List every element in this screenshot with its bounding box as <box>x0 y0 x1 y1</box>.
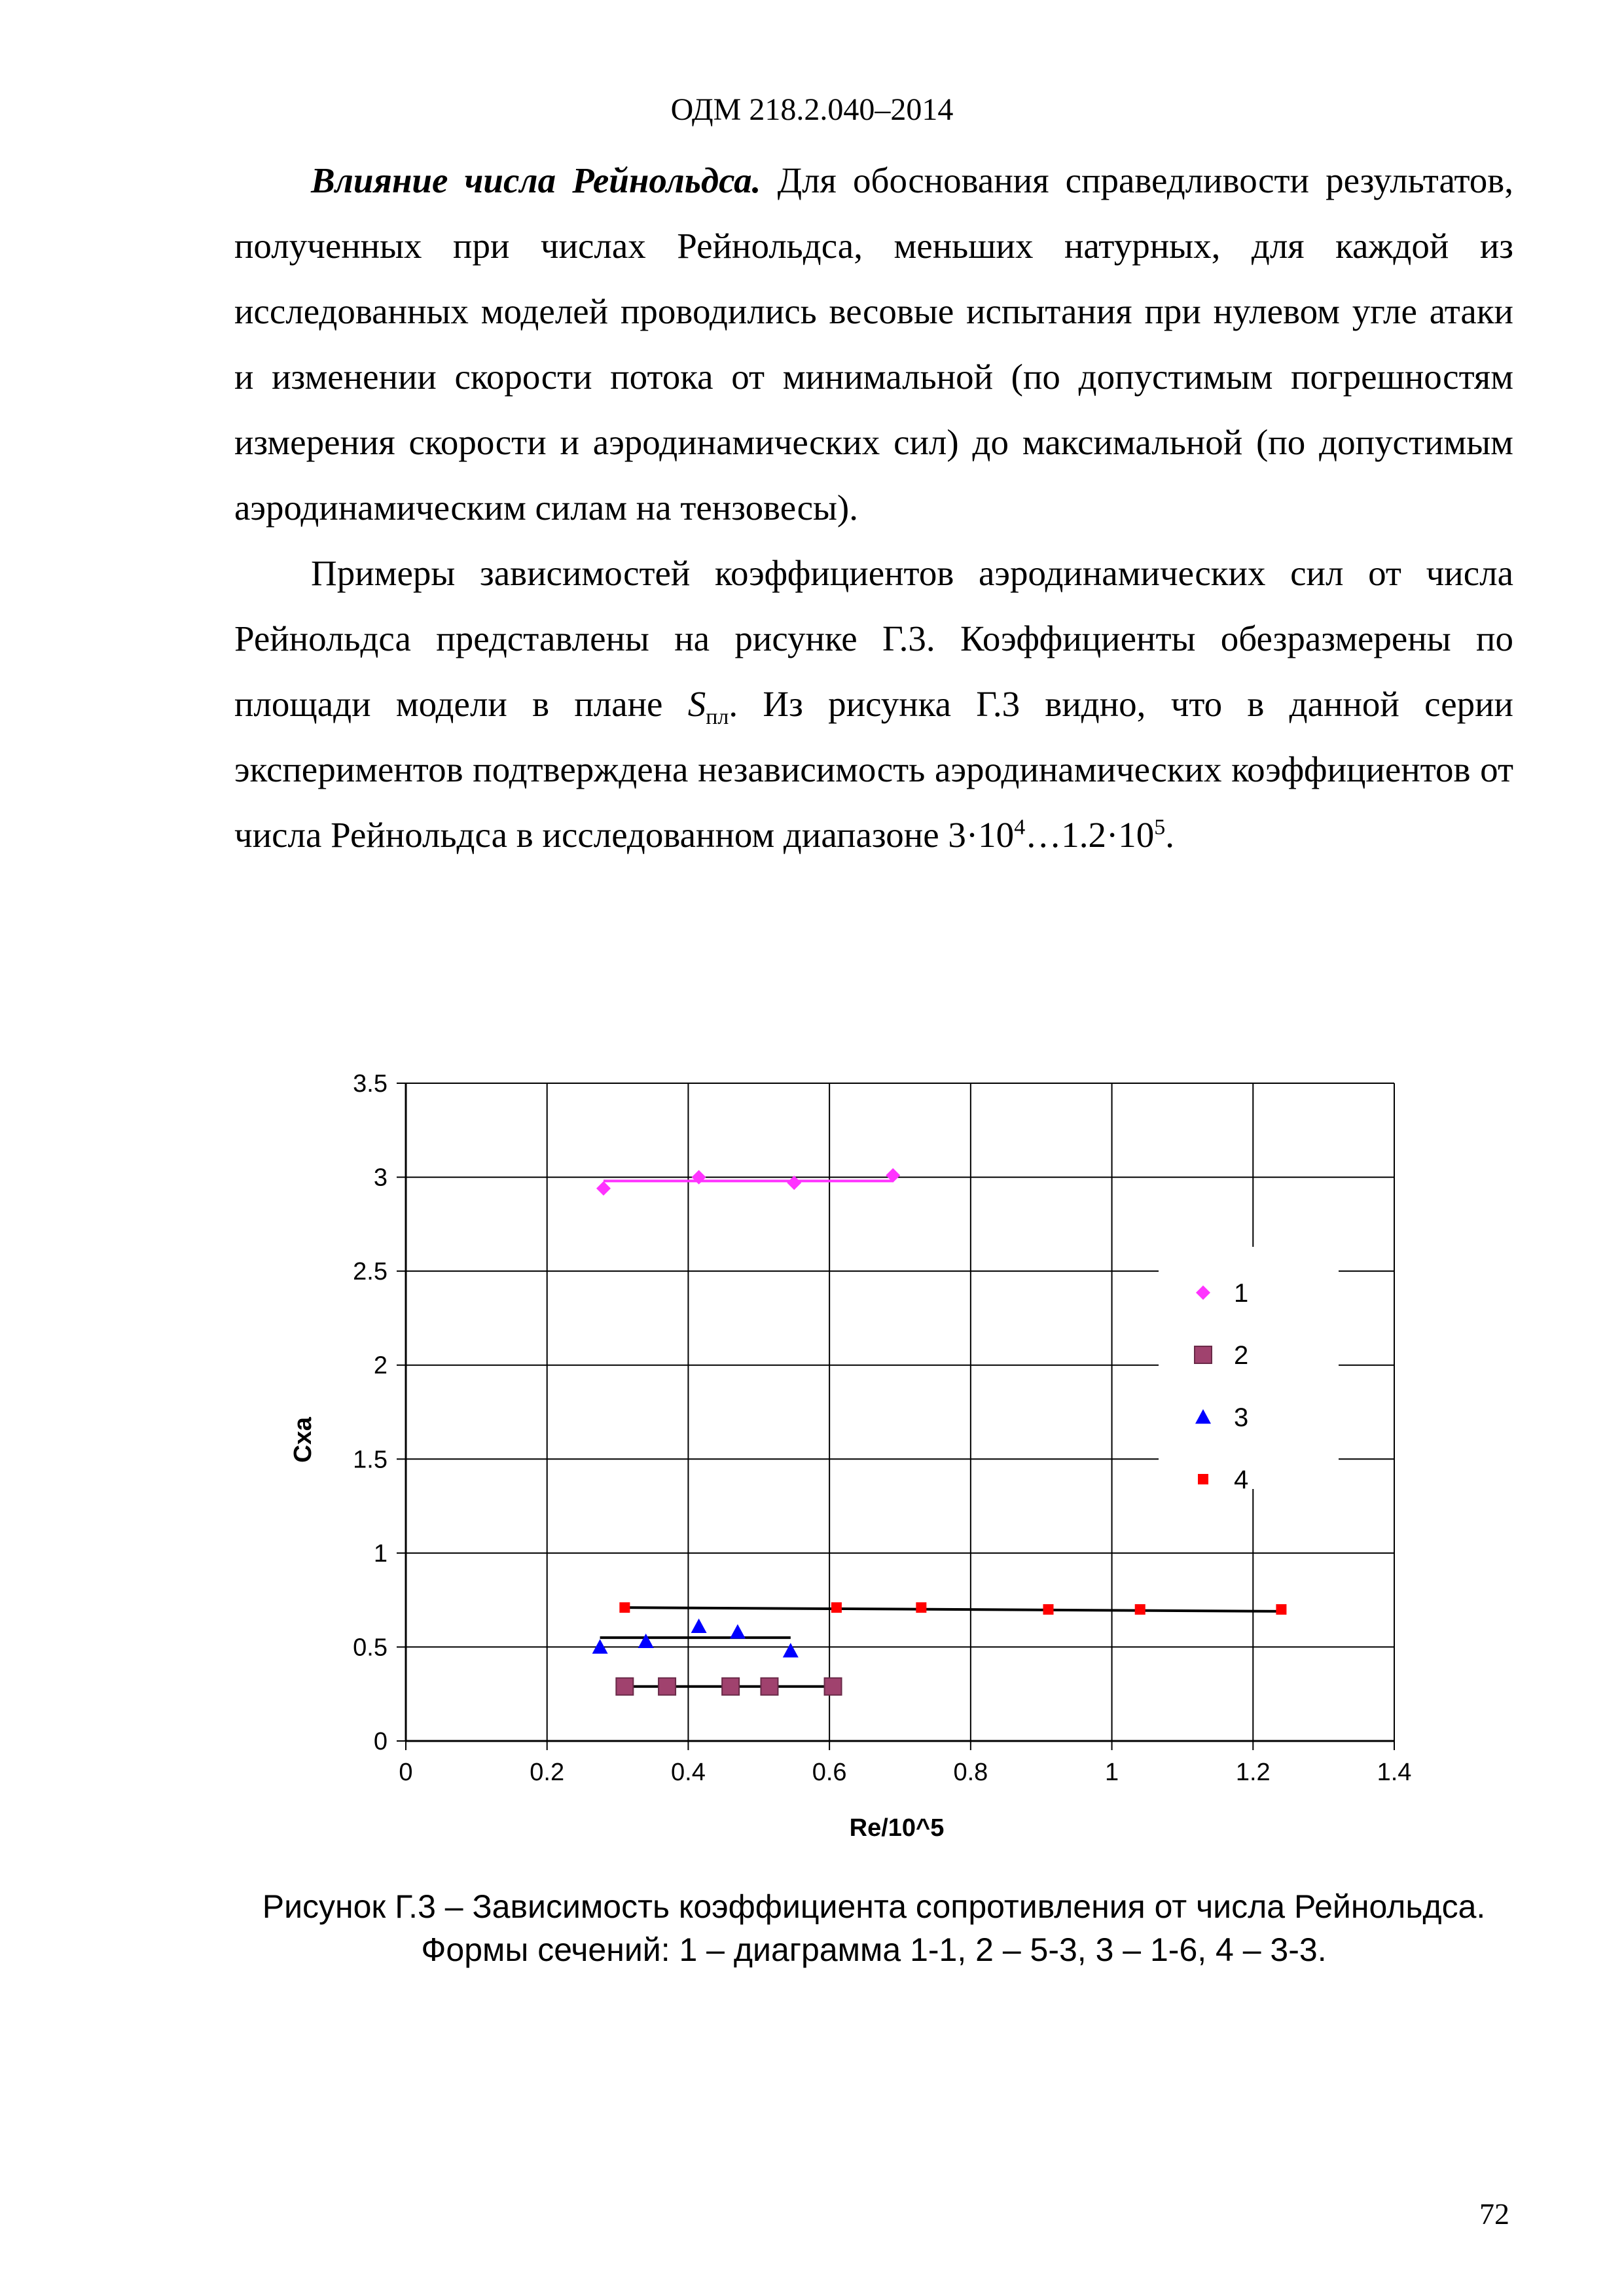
y-tick-label: 2 <box>373 1352 388 1380</box>
legend-label-3: 3 <box>1234 1403 1249 1432</box>
data-point-series-1 <box>596 1181 611 1196</box>
x-tick-label: 1.2 <box>1235 1759 1271 1786</box>
y-tick-label: 3 <box>373 1164 388 1192</box>
legend-label-2: 2 <box>1234 1341 1249 1370</box>
x-tick-label: 1.4 <box>1377 1759 1412 1786</box>
y-tick-label: 1 <box>373 1539 388 1568</box>
data-point-series-4 <box>1135 1604 1146 1615</box>
x-tick-label: 0.2 <box>530 1759 565 1786</box>
x-tick-label: 0.4 <box>671 1759 706 1786</box>
x-tick-label: 0.6 <box>812 1759 847 1786</box>
area-symbol-subscript: пл <box>706 705 729 729</box>
x-axis-label: Re/10^5 <box>849 1814 945 1842</box>
data-point-series-3 <box>638 1634 654 1648</box>
paragraph-text: Для обоснования справедливости результатов, полученных при числах Рейнольдса, меньших натурных, для каждой из исследованных моделей проводились весовые испытания при нулевом угле атаки и изменении скорости потока от минимальной (по допустимым погрешностям измерения скорости и аэродинамических сил) до максимальной (по допустимым аэродинамическим силам на тензовесы). <box>234 160 1513 528</box>
chart-legend <box>1159 1247 1339 1494</box>
data-point-series-3 <box>783 1643 799 1657</box>
reynolds-chart <box>281 1054 1440 1859</box>
data-point-series-2 <box>659 1678 676 1695</box>
paragraph-examples <box>234 541 1513 868</box>
legend-marker-2 <box>1195 1346 1212 1363</box>
section-heading-reynolds: Влияние числа Рейнольдса. <box>311 160 761 200</box>
document-code-header: ОДМ 218.2.040–2014 <box>670 92 954 127</box>
area-symbol: S <box>687 684 706 724</box>
data-point-series-2 <box>825 1678 842 1695</box>
data-point-series-2 <box>722 1678 739 1695</box>
range-end: . <box>1165 815 1175 855</box>
y-tick-label: 1.5 <box>353 1446 388 1474</box>
x-tick-label: 1 <box>1105 1759 1119 1786</box>
legend-label-1: 1 <box>1234 1279 1249 1308</box>
range-exponent-1: 4 <box>1014 815 1026 840</box>
data-point-series-4 <box>916 1602 926 1613</box>
trendline-series-4 <box>624 1607 1281 1611</box>
y-tick-label: 3.5 <box>353 1070 388 1098</box>
y-tick-label: 0.5 <box>353 1634 388 1662</box>
data-point-series-3 <box>730 1624 746 1638</box>
legend-label-4: 4 <box>1234 1465 1249 1494</box>
x-tick-label: 0.8 <box>953 1759 988 1786</box>
data-point-series-4 <box>1043 1604 1054 1615</box>
data-point-series-4 <box>619 1602 630 1613</box>
y-tick-label: 0 <box>373 1728 388 1755</box>
paragraph-text-a: Примеры зависимостей коэффициентов аэродинамических сил от числа Рейнольдса представлены на рисунке Г.3. Коэффициенты обезразмерены по площади модели в плане <box>234 553 1513 724</box>
page-number: 72 <box>1479 2197 1509 2231</box>
figure-caption: Рисунок Г.3 – Зависимость коэффициента сопротивления от числа Рейнольдса. Формы сечений: 1 – диаграмма 1-1, 2 – 5-3, 3 – 1-6, 4 – 3-3. <box>262 1888 1486 1968</box>
x-tick-label: 0 <box>399 1759 413 1786</box>
paragraph-reynolds-influence <box>234 148 1513 541</box>
data-point-series-4 <box>831 1602 842 1613</box>
range-exponent-2: 5 <box>1154 815 1166 840</box>
legend-marker-4 <box>1198 1474 1208 1484</box>
y-axis-label: Cxa <box>289 1417 317 1463</box>
legend-box <box>1159 1247 1339 1489</box>
paragraph-text-b: . Из рисунка Г.3 видно, что в данной серии экспериментов подтверждена независимость аэродинамических коэффициентов от числа Рейнольдса в исследованном диапазоне <box>234 684 1513 855</box>
chart-svg <box>281 1054 1440 1859</box>
data-point-series-4 <box>1276 1604 1286 1615</box>
data-point-series-2 <box>761 1678 778 1695</box>
range-part-2: …1.2·10 <box>1025 815 1155 855</box>
data-point-series-2 <box>616 1678 633 1695</box>
data-point-series-3 <box>691 1619 707 1633</box>
reynolds-range <box>948 815 1174 855</box>
y-tick-label: 2.5 <box>353 1258 388 1286</box>
range-part-1: 3·10 <box>948 815 1015 855</box>
